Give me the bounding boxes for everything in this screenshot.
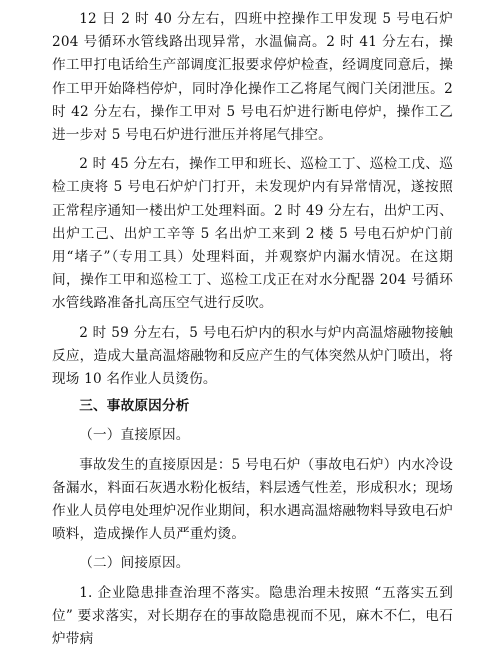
paragraph-direct-cause: 事故发生的直接原因是：5 号电石炉（事故电石炉）内水冷设备漏水，料面石灰遇水粉化板结，料层透气性差，形成积水；现场作业人员停电处理炉况作业期间，积水遇高温熔融物料导致电石炉喷料，造成操作人员严重灼烫。 [52, 456, 453, 543]
paragraph-timeline-1: 12 日 2 时 40 分左右，四班中控操作工甲发现 5 号电石炉 204 号循环水管线路出现异常，水温偏高。2 时 41 分左右，操作工甲打电话给生产部调度汇报要求停炉检查，经调度同意后，操作工甲开始降档停炉，同时净化操作工乙将尾气阀门关闭泄压。2 时 42 分左右，操作工甲对 5 号电石炉进行断电停炉，操作工乙进一步对 5 号电石炉进行泄压并将尾气排空。 [52, 11, 453, 144]
paragraph-timeline-2: 2 时 45 分左右，操作工甲和班长、巡检工丁、巡检工戊、巡检工庚将 5 号电石炉炉门打开，未发现炉内有异常情况，遂按照正常程序通知一楼出炉工处理料面。2 时 49 分左右，出炉工丙、出炉工己、出炉工辛等 5 名出炉工来到 2 楼 5 号电石炉炉门前用“堵子”（专用工具）处理料面，并观察炉内漏水情况。在这期间，操作工甲和巡检工丁、巡检工戊正在对水分配器 204 号循环水管线路准备扎高压空气进行反吹。 [52, 156, 453, 312]
paragraph-indirect-cause-1: 1. 企业隐患排查治理不落实。隐患治理未按照 “五落实五到位” 要求落实，对长期存在的事故隐患视而不见，麻木不仁，电石炉带病 [52, 584, 453, 648]
section-heading-cause-analysis: 三、事故原因分析 [79, 398, 190, 415]
subheading-indirect-cause: （二）间接原因。 [79, 555, 190, 572]
paragraph-timeline-3: 2 时 59 分左右，5 号电石炉内的积水与炉内高温熔融物接触反应，造成大量高温熔融物和反应产生的气体突然从炉门喷出，将现场 10 名作业人员烫伤。 [52, 324, 453, 388]
subheading-direct-cause: （一）直接原因。 [79, 427, 190, 444]
